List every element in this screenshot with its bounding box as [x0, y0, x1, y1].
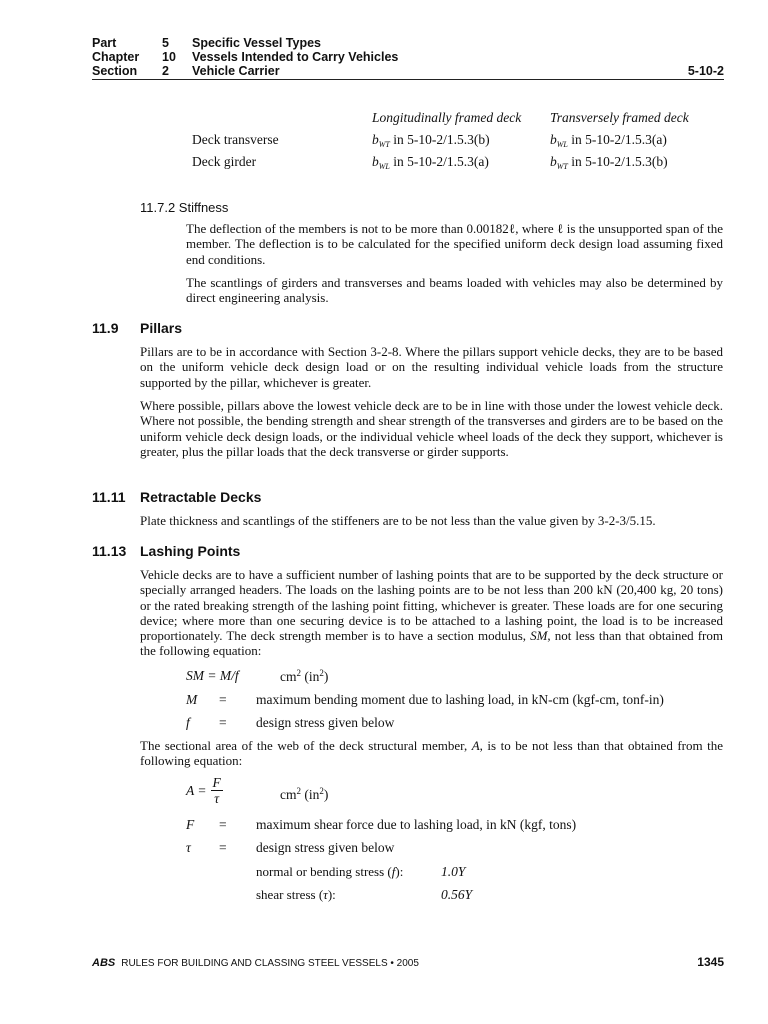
fraction: $\frac{F}{\tau}$ [212, 775, 221, 806]
header-row-section [92, 64, 724, 78]
table-header-row [192, 107, 720, 129]
table-cell-label: Deck transverse [192, 132, 279, 147]
stress-label: shear stress (τ): [256, 887, 336, 902]
section-title: Pillars [140, 320, 183, 336]
abs-logo: ABS [92, 957, 116, 969]
section-heading-pillars [92, 320, 182, 336]
header-title: Vessels Intended to Carry Vehicles [192, 50, 399, 64]
section-number: 11.13 [92, 543, 127, 559]
definition-text: design stress given below [256, 715, 395, 730]
definition-text: maximum shear force due to lashing load, in kN (kgf, tons) [256, 817, 577, 832]
stress-label: normal or bending stress (f): [256, 864, 404, 879]
table-row [192, 129, 720, 151]
header-ref [664, 50, 724, 64]
definition-equals: = [219, 817, 227, 832]
definition-equals: = [219, 840, 227, 855]
equation-web-area: A = $\frac{F}{\tau}$ [186, 775, 221, 806]
header-row-part [92, 36, 724, 50]
header-number: 2 [162, 64, 169, 78]
footer-text: RULES FOR BUILDING AND CLASSING STEEL VESSELS • 2005 [121, 958, 419, 969]
definition-equals: = [219, 692, 227, 707]
section-title: Lashing Points [140, 543, 241, 559]
pillars-paragraph-2: Where possible, pillars above the lowest vehicle deck are to be in line with those under the lowest vehicle deck. Where not possible, the bending strength and shear strength of the transverses and girders are to be based on the uniform vehicle deck design loads, or the individual vehicle wheel loads of the deck they support, whichever is greater, plus the pillar loads that the deck transverse or girder supports. [140, 398, 723, 459]
section-number: 11.11 [92, 489, 126, 505]
table-cell-label: Deck girder [192, 154, 257, 169]
lashing-paragraph-2: The sectional area of the web of the deck structural member, A, is to be not less than that obtained from the following equation: [140, 738, 723, 769]
header-label: Part [92, 36, 117, 50]
running-header [92, 36, 724, 78]
definition-symbol: f [186, 715, 190, 730]
retractable-paragraph-1: Plate thickness and scantlings of the stiffeners are to be not less than the value given by 3-2-3/5.15. [140, 513, 656, 528]
table-header-cell: Longitudinally framed deck [372, 110, 522, 125]
page-number: 1345 [697, 955, 724, 969]
definition-symbol: M [186, 692, 198, 707]
stiffness-paragraph-2: The scantlings of girders and transverses and beams loaded with vehicles may also be determined by direct engineering analysis. [186, 275, 723, 306]
equation-unit: $cm^2$ $(in^2)$ [280, 786, 329, 802]
section-heading-lashing [92, 543, 240, 559]
header-label: Section [92, 64, 138, 78]
definition-symbol: τ [186, 840, 191, 855]
table-row [192, 151, 720, 173]
page-footer [92, 955, 724, 969]
header-ref [664, 36, 724, 50]
equation-section-modulus: SM = M/f [186, 668, 239, 683]
table-cell: $b_{WT}$ in 5-10-2/1.5.3(b) [550, 153, 668, 171]
header-number: 10 [162, 50, 176, 64]
section-number: 11.9 [92, 320, 119, 336]
stress-value: 0.56Y [441, 887, 473, 902]
header-row-chapter [92, 50, 724, 64]
pillars-paragraph-1: Pillars are to be in accordance with Section 3-2-8. Where the pillars support vehicle decks, they are to be based on the uniform vehicle deck design load or on the resulting individual vehicle loads from the structure supported by the pillar, whichever is greater. [140, 344, 723, 390]
header-title: Vehicle Carrier [192, 64, 280, 78]
lashing-paragraph-1: Vehicle decks are to have a sufficient number of lashing points that are to be supported by the deck structure or specially arranged headers. The loads on the lashing points are to be not less than 200 kN (20,400 kg, 20 tons) or the rated breaking strength of the lashing point fitting, whichever is greater. These loads are for one securing device; where more than one securing device is to be attached to a lashing point, the load is to be increased proportionately. The deck strength member is to have a section modulus, SM, not less than that obtained from the following equation: [140, 567, 723, 659]
table-cell: $b_{WL}$ in 5-10-2/1.5.3(a) [550, 131, 667, 149]
stress-value: 1.0Y [441, 864, 466, 879]
section-heading-retractable [92, 489, 261, 505]
definition-symbol: F [186, 817, 195, 832]
definition-text: design stress given below [256, 840, 395, 855]
stiffness-paragraph-1: The deflection of the members is not to be more than 0.00182ℓ, where ℓ is the unsupported span of the member. The deflection is to be calculated for the specified uniform deck design load assuming fixed end conditions. [186, 221, 723, 267]
header-title: Specific Vessel Types [192, 36, 322, 50]
definition-text: maximum bending moment due to lashing load, in kN-cm (kgf-cm, tonf-in) [256, 692, 664, 707]
header-number: 5 [162, 36, 169, 50]
table-header-cell: Transversely framed deck [550, 110, 689, 125]
header-ref: 5-10-2 [687, 64, 724, 78]
subsection-heading-stiffness: 11.7.2 Stiffness [140, 200, 229, 215]
header-label: Chapter [92, 50, 140, 64]
header-rule [92, 79, 724, 80]
definition-equals: = [219, 715, 227, 730]
section-title: Retractable Decks [140, 489, 262, 505]
table-cell: $b_{WL}$ in 5-10-2/1.5.3(a) [372, 153, 489, 171]
framing-table [192, 107, 720, 173]
table-cell: $b_{WT}$ in 5-10-2/1.5.3(b) [372, 131, 490, 149]
equation-unit: $cm^2$ $(in^2)$ [280, 668, 329, 684]
